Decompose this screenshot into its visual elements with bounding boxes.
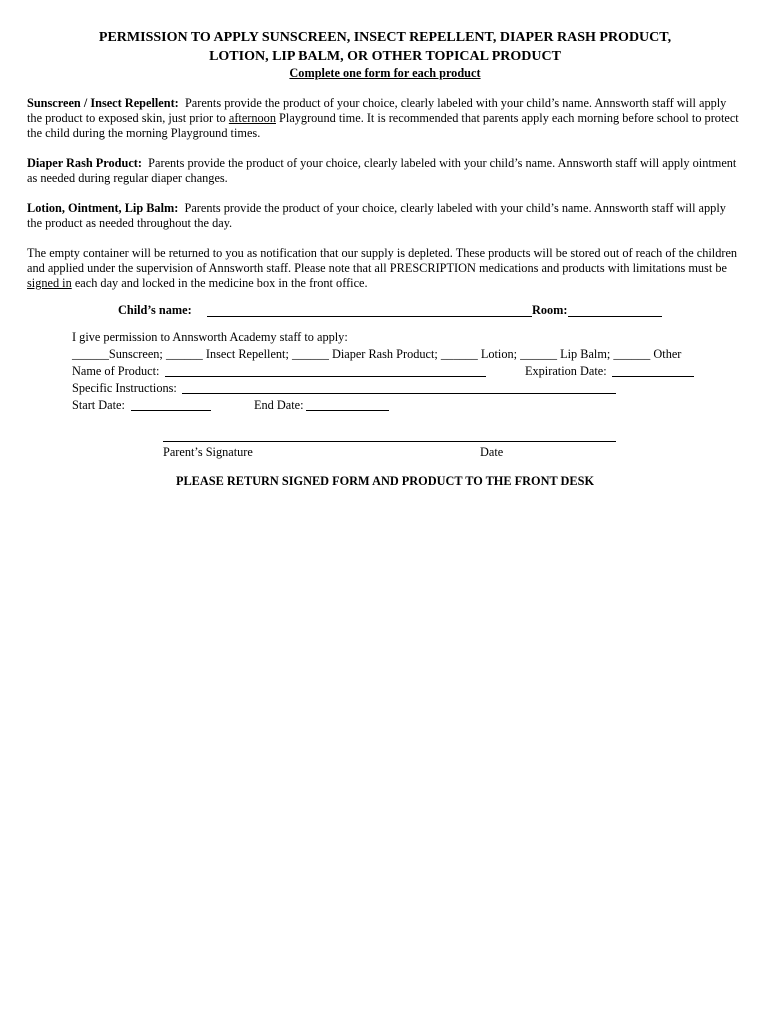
afternoon-underlined: afternoon [228, 111, 276, 125]
signed-in-underlined: signed in [27, 276, 72, 290]
container-text-after: each day and locked in the medicine box in the front office. [71, 276, 368, 290]
end-date-label: End Date: [254, 398, 304, 412]
name-of-product-label: Name of Product: [72, 364, 160, 378]
insect-checkbox-blank[interactable]: ______ [165, 347, 203, 361]
end-date-field[interactable] [306, 410, 389, 411]
diaper-paragraph [27, 156, 743, 186]
lipbalm-option-label: Lip Balm; [560, 347, 611, 361]
return-notice: PLEASE RETURN SIGNED FORM AND PRODUCT TO THE FRONT DESK [175, 474, 595, 488]
lotion-heading: Lotion, Ointment, Lip Balm: [27, 201, 179, 215]
diaper-text: Parents provide the product of your choice, clearly labeled with your child’s name. Annsworth staff will apply ointment as needed during regular diaper changes. [27, 156, 737, 185]
lotion-paragraph [27, 201, 743, 231]
specific-instructions-field[interactable] [182, 393, 616, 394]
room-field[interactable] [568, 316, 662, 317]
signature-line[interactable] [163, 441, 616, 442]
insect-option-label: Insect Repellent; [205, 347, 289, 361]
specific-instructions-label: Specific Instructions: [72, 381, 177, 395]
expiration-date-field[interactable] [612, 376, 694, 377]
sunscreen-paragraph [27, 96, 743, 141]
permission-intro: I give permission to Annsworth Academy staff to apply: [72, 330, 348, 344]
lotion-text: Parents provide the product of your choice, clearly labeled with your child’s name. Annsworth staff will apply the product as needed throughout the day. [27, 201, 726, 230]
sunscreen-option-label: Sunscreen; [108, 347, 163, 361]
form-title-line1: PERMISSION TO APPLY SUNSCREEN, INSECT REPELLENT, DIAPER RASH PRODUCT, [98, 30, 672, 45]
lotion-checkbox-blank[interactable]: ______ [440, 347, 478, 361]
other-option-label: Other [653, 347, 682, 361]
other-checkbox-blank[interactable]: ______ [613, 347, 651, 361]
diaper-checkbox-blank[interactable]: ______ [291, 347, 329, 361]
room-label: Room: [532, 303, 568, 317]
sunscreen-text-before: Parents provide the product of your choice, clearly labeled with your child’s name. Annsworth staff will apply the product to exposed skin, just prior to [27, 96, 727, 125]
date-label: Date [480, 445, 504, 459]
sunscreen-checkbox-blank[interactable]: ______ [72, 347, 109, 361]
form-title-line2: LOTION, LIP BALM, OR OTHER TOPICAL PRODUCT [209, 49, 561, 64]
expiration-date-label: Expiration Date: [525, 364, 607, 378]
form-subtitle: Complete one form for each product [289, 66, 481, 80]
lotion-option-label: Lotion; [480, 347, 518, 361]
sunscreen-text-after: Playground time. It is recommended that parents apply each morning before school to protect the child during the morning Playground times. [27, 111, 739, 140]
childs-name-label: Child’s name: [118, 303, 192, 317]
container-text-before: The empty container will be returned to you as notification that our supply is depleted. These products will be stored out of reach of the children and applied under the supervision of Annsworth staff. Please note that all PRESCRIPTION medications and products with limitations must be [27, 246, 738, 275]
start-date-label: Start Date: [72, 398, 125, 412]
lipbalm-checkbox-blank[interactable]: ______ [520, 347, 558, 361]
product-options-row [72, 347, 681, 362]
childs-name-field[interactable] [207, 316, 532, 317]
container-paragraph [27, 246, 743, 291]
diaper-option-label: Diaper Rash Product; [331, 347, 438, 361]
name-of-product-field[interactable] [165, 376, 486, 377]
parents-signature-label: Parent’s Signature [163, 445, 253, 459]
sunscreen-heading: Sunscreen / Insect Repellent: [27, 96, 179, 110]
diaper-heading: Diaper Rash Product: [27, 156, 143, 170]
start-date-field[interactable] [131, 410, 211, 411]
